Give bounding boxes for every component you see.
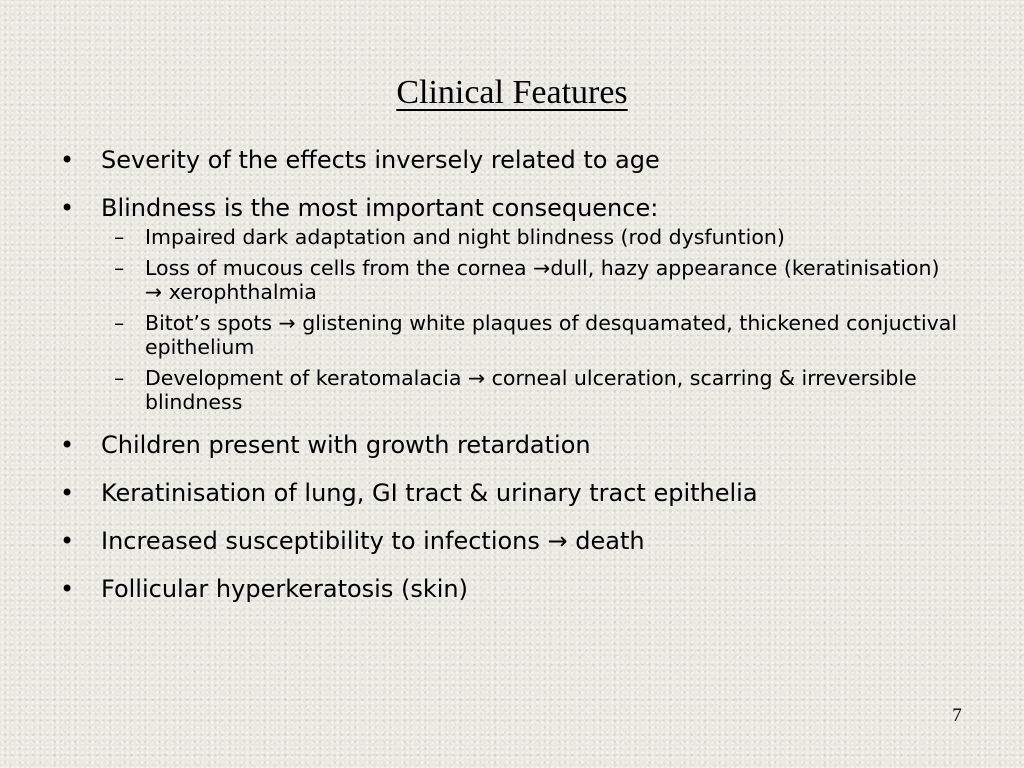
dash-mark: – [114,311,125,335]
bullet-text: Follicular hyperkeratosis (skin) [101,575,468,603]
dash-mark: – [114,366,125,390]
sub-bullet-text: Loss of mucous cells from the cornea →dull, hazy appearance (keratinisation) → xerophthalmia [145,256,940,304]
bullet-text: Severity of the effects inversely related to age [101,146,660,174]
bullet-mark: • [60,146,75,174]
bullet-mark: • [60,527,75,555]
dash-mark: – [114,256,125,280]
bullet-item [60,428,960,462]
slide-title: Clinical Features [396,74,628,111]
bullet-mark: • [60,575,75,603]
bullet-text: Children present with growth retardation [101,431,591,459]
sub-bullet-list [60,225,960,414]
sub-bullet-text: Impaired dark adaptation and night blindness (rod dysfuntion) [145,225,785,249]
sub-bullet-item [60,225,960,249]
bullet-item [60,524,960,558]
bullet-text: Increased susceptibility to infections → death [101,527,645,555]
bullet-text: Blindness is the most important consequence: [101,194,659,222]
sub-bullet-item [60,311,960,359]
bullet-mark: • [60,194,75,222]
bullet-text: Keratinisation of lung, GI tract & urinary tract epithelia [101,479,758,507]
bullet-list-container [60,143,960,606]
sub-bullet-item [60,366,960,414]
bullet-list [60,143,960,606]
page-number: 7 [952,705,962,726]
sub-bullet-text: Bitot’s spots → glistening white plaques of desquamated, thickened conjuctival epithelium [145,311,958,359]
sub-bullet-item [60,256,960,304]
bullet-mark: • [60,431,75,459]
bullet-item [60,476,960,510]
bullet-item [60,191,960,414]
sub-bullet-text: Development of keratomalacia → corneal ulceration, scarring & irreversible blindness [145,366,917,414]
dash-mark: – [114,225,125,249]
bullet-item [60,572,960,606]
bullet-mark: • [60,479,75,507]
bullet-item [60,143,960,177]
